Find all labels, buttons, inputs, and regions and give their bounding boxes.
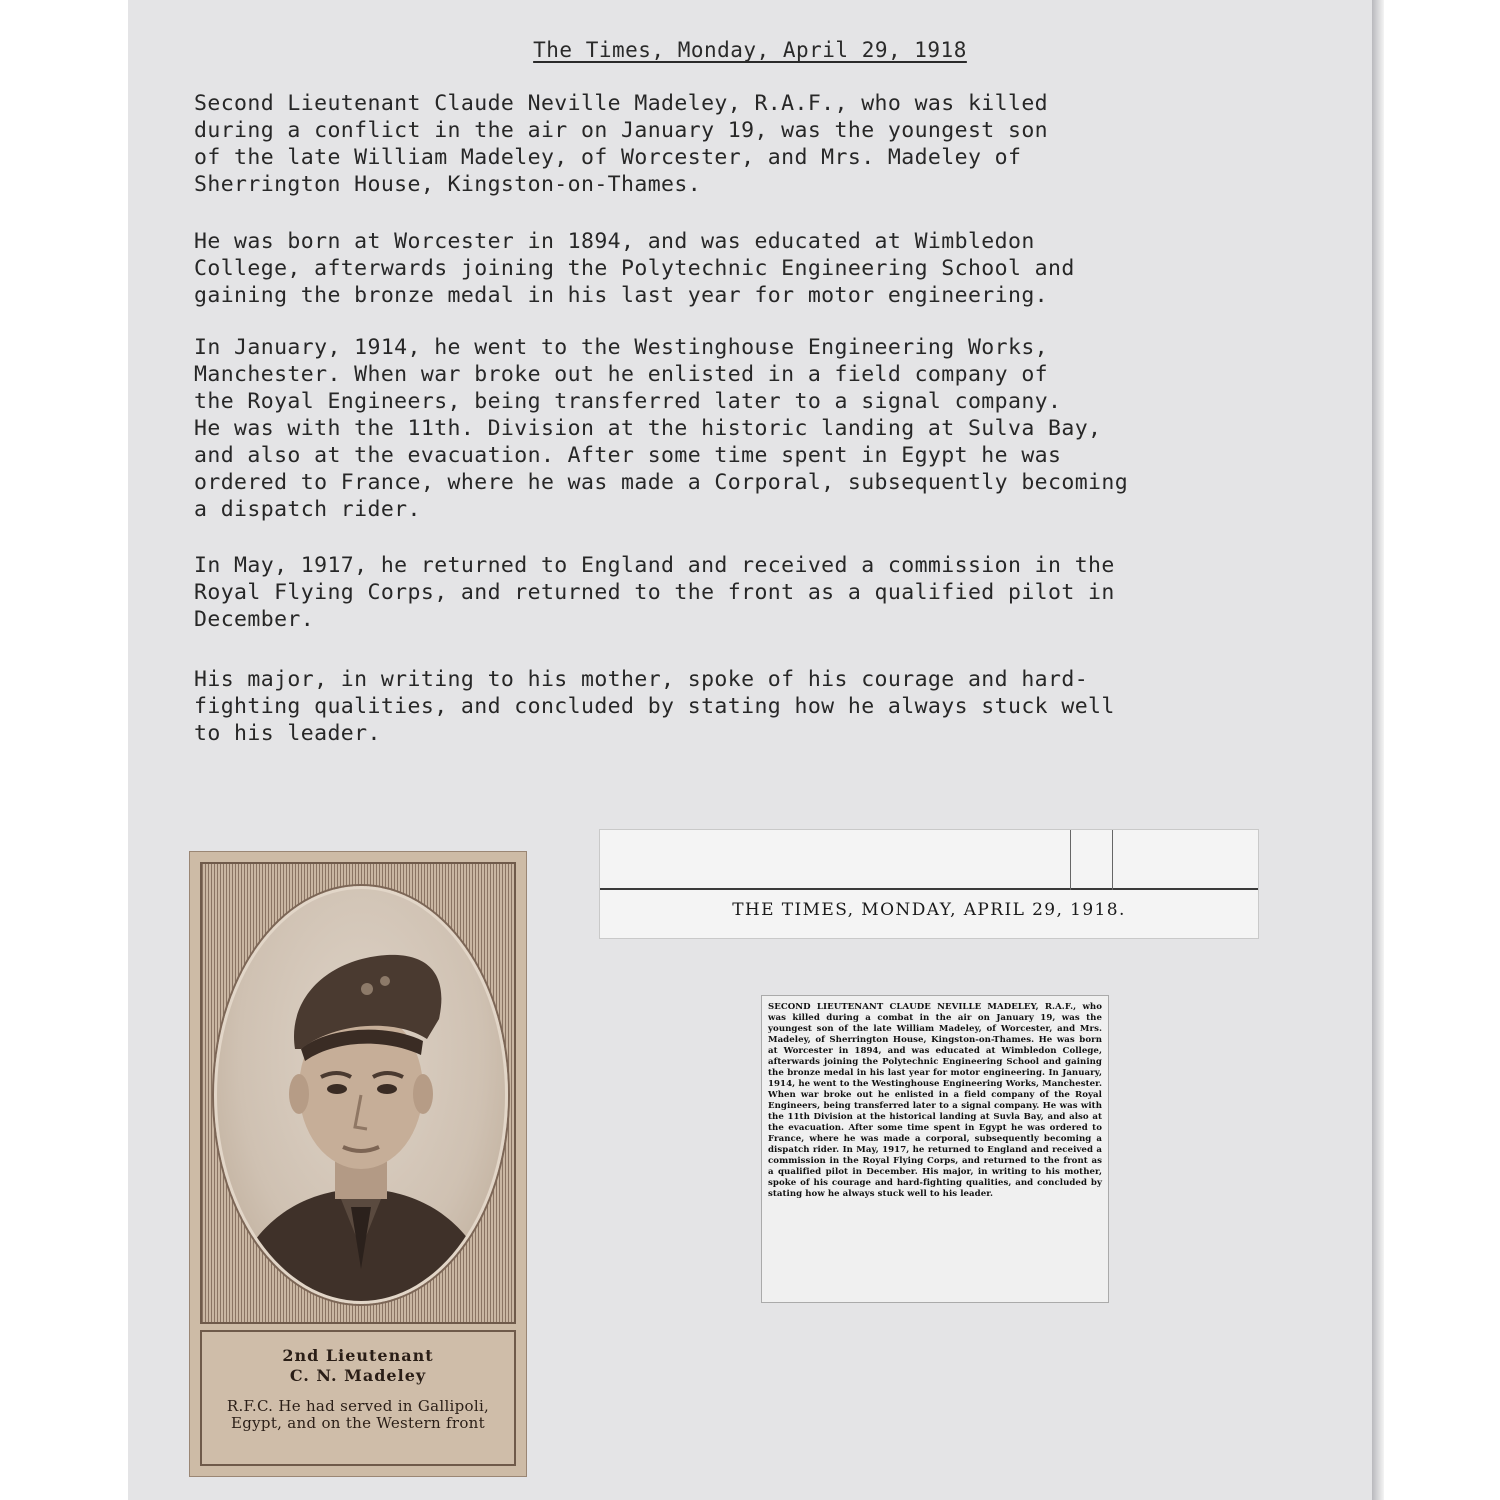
portrait-name-line1: 2nd Lieutenant xyxy=(282,1346,434,1365)
portrait-name-line2: C. N. Madeley xyxy=(289,1366,427,1385)
article-clipping-text: SECOND LIEUTENANT CLAUDE NEVILLE MADELEY, R.A.F., who was killed during a combat in the air on January 19, was the youngest son of the late William Madeley, of Worcester, and Mrs. Madeley, of Sherrington House, Kingston-on-Thames. He was born at Worcester in 1894, and was educated at Wimbledon College, afterwards joining the Polytechnic Engineering School and gaining the bronze medal in his last year for motor engineering. In January, 1914, he went to the Westinghouse Engineering Works, Manchester. When war broke out he enlisted in a field company of the Royal Engineers, being transferred later to a signal company. He was with the 11th Division at the historical landing at Suvla Bay, and also at the evacuation. After some time spent in Egypt he was ordered to France, where he was made a corporal, subsequently becoming a dispatch rider. In May, 1917, he returned to England and received a commission in the Royal Flying Corps, and returned to the front as a qualified pilot in December. His major, in writing to his mother, spoke of his courage and hard-fighting qualities, and concluded by stating how he always stuck well to his leader. xyxy=(768,1002,1102,1199)
portrait-photo xyxy=(214,886,508,1304)
masthead-column-line xyxy=(1070,830,1071,890)
paragraph-4: In May, 1917, he returned to England and received a commission in the Royal Flying Corps, and returned to the front as a qualified pilot in December. xyxy=(194,553,1115,632)
masthead-text: THE TIMES, MONDAY, APRIL 29, 1918. xyxy=(732,900,1126,920)
soldier-portrait-image xyxy=(217,889,505,1301)
article-clipping xyxy=(762,996,1108,1302)
paragraph-5: His major, in writing to his mother, spoke of his courage and hard- fighting qualities, and concluded by stating how he always stuck well to his leader. xyxy=(194,667,1115,746)
masthead-clipping xyxy=(600,830,1258,938)
portrait-photo-frame xyxy=(200,862,516,1324)
portrait-caption-text: R.F.C. He had served in Gallipoli, Egypt, and on the Western front xyxy=(226,1397,490,1432)
paragraph-2: He was born at Worcester in 1894, and was educated at Wimbledon College, afterwards joining the Polytechnic Engineering School and gaining the bronze medal in his last year for motor engineering. xyxy=(194,229,1075,308)
paragraph-1: Second Lieutenant Claude Neville Madeley, R.A.F., who was killed during a conflict in the air on January 19, was the youngest son of the late William Madeley, of Worcester, and Mrs. Madeley of Sherrington House, Kingston-on-Thames. xyxy=(194,91,1049,197)
portrait-caption xyxy=(200,1330,516,1466)
page-edge-shadow xyxy=(1372,0,1384,1500)
document-heading: The Times, Monday, April 29, 1918 xyxy=(533,38,967,62)
masthead-rule xyxy=(600,888,1258,890)
paragraph-3: In January, 1914, he went to the Westinghouse Engineering Works, Manchester. When war broke out he enlisted in a field company of the Royal Engineers, being transferred later to a signal company. He was with the 11th. Division at the historic landing at Sulva Bay, and also at the evacuation. After some time spent in Egypt he was ordered to France, where he was made a Corporal, subsequently becoming a dispatch rider. xyxy=(194,335,1129,522)
portrait-card xyxy=(190,852,526,1476)
masthead-column-line xyxy=(1112,830,1113,890)
